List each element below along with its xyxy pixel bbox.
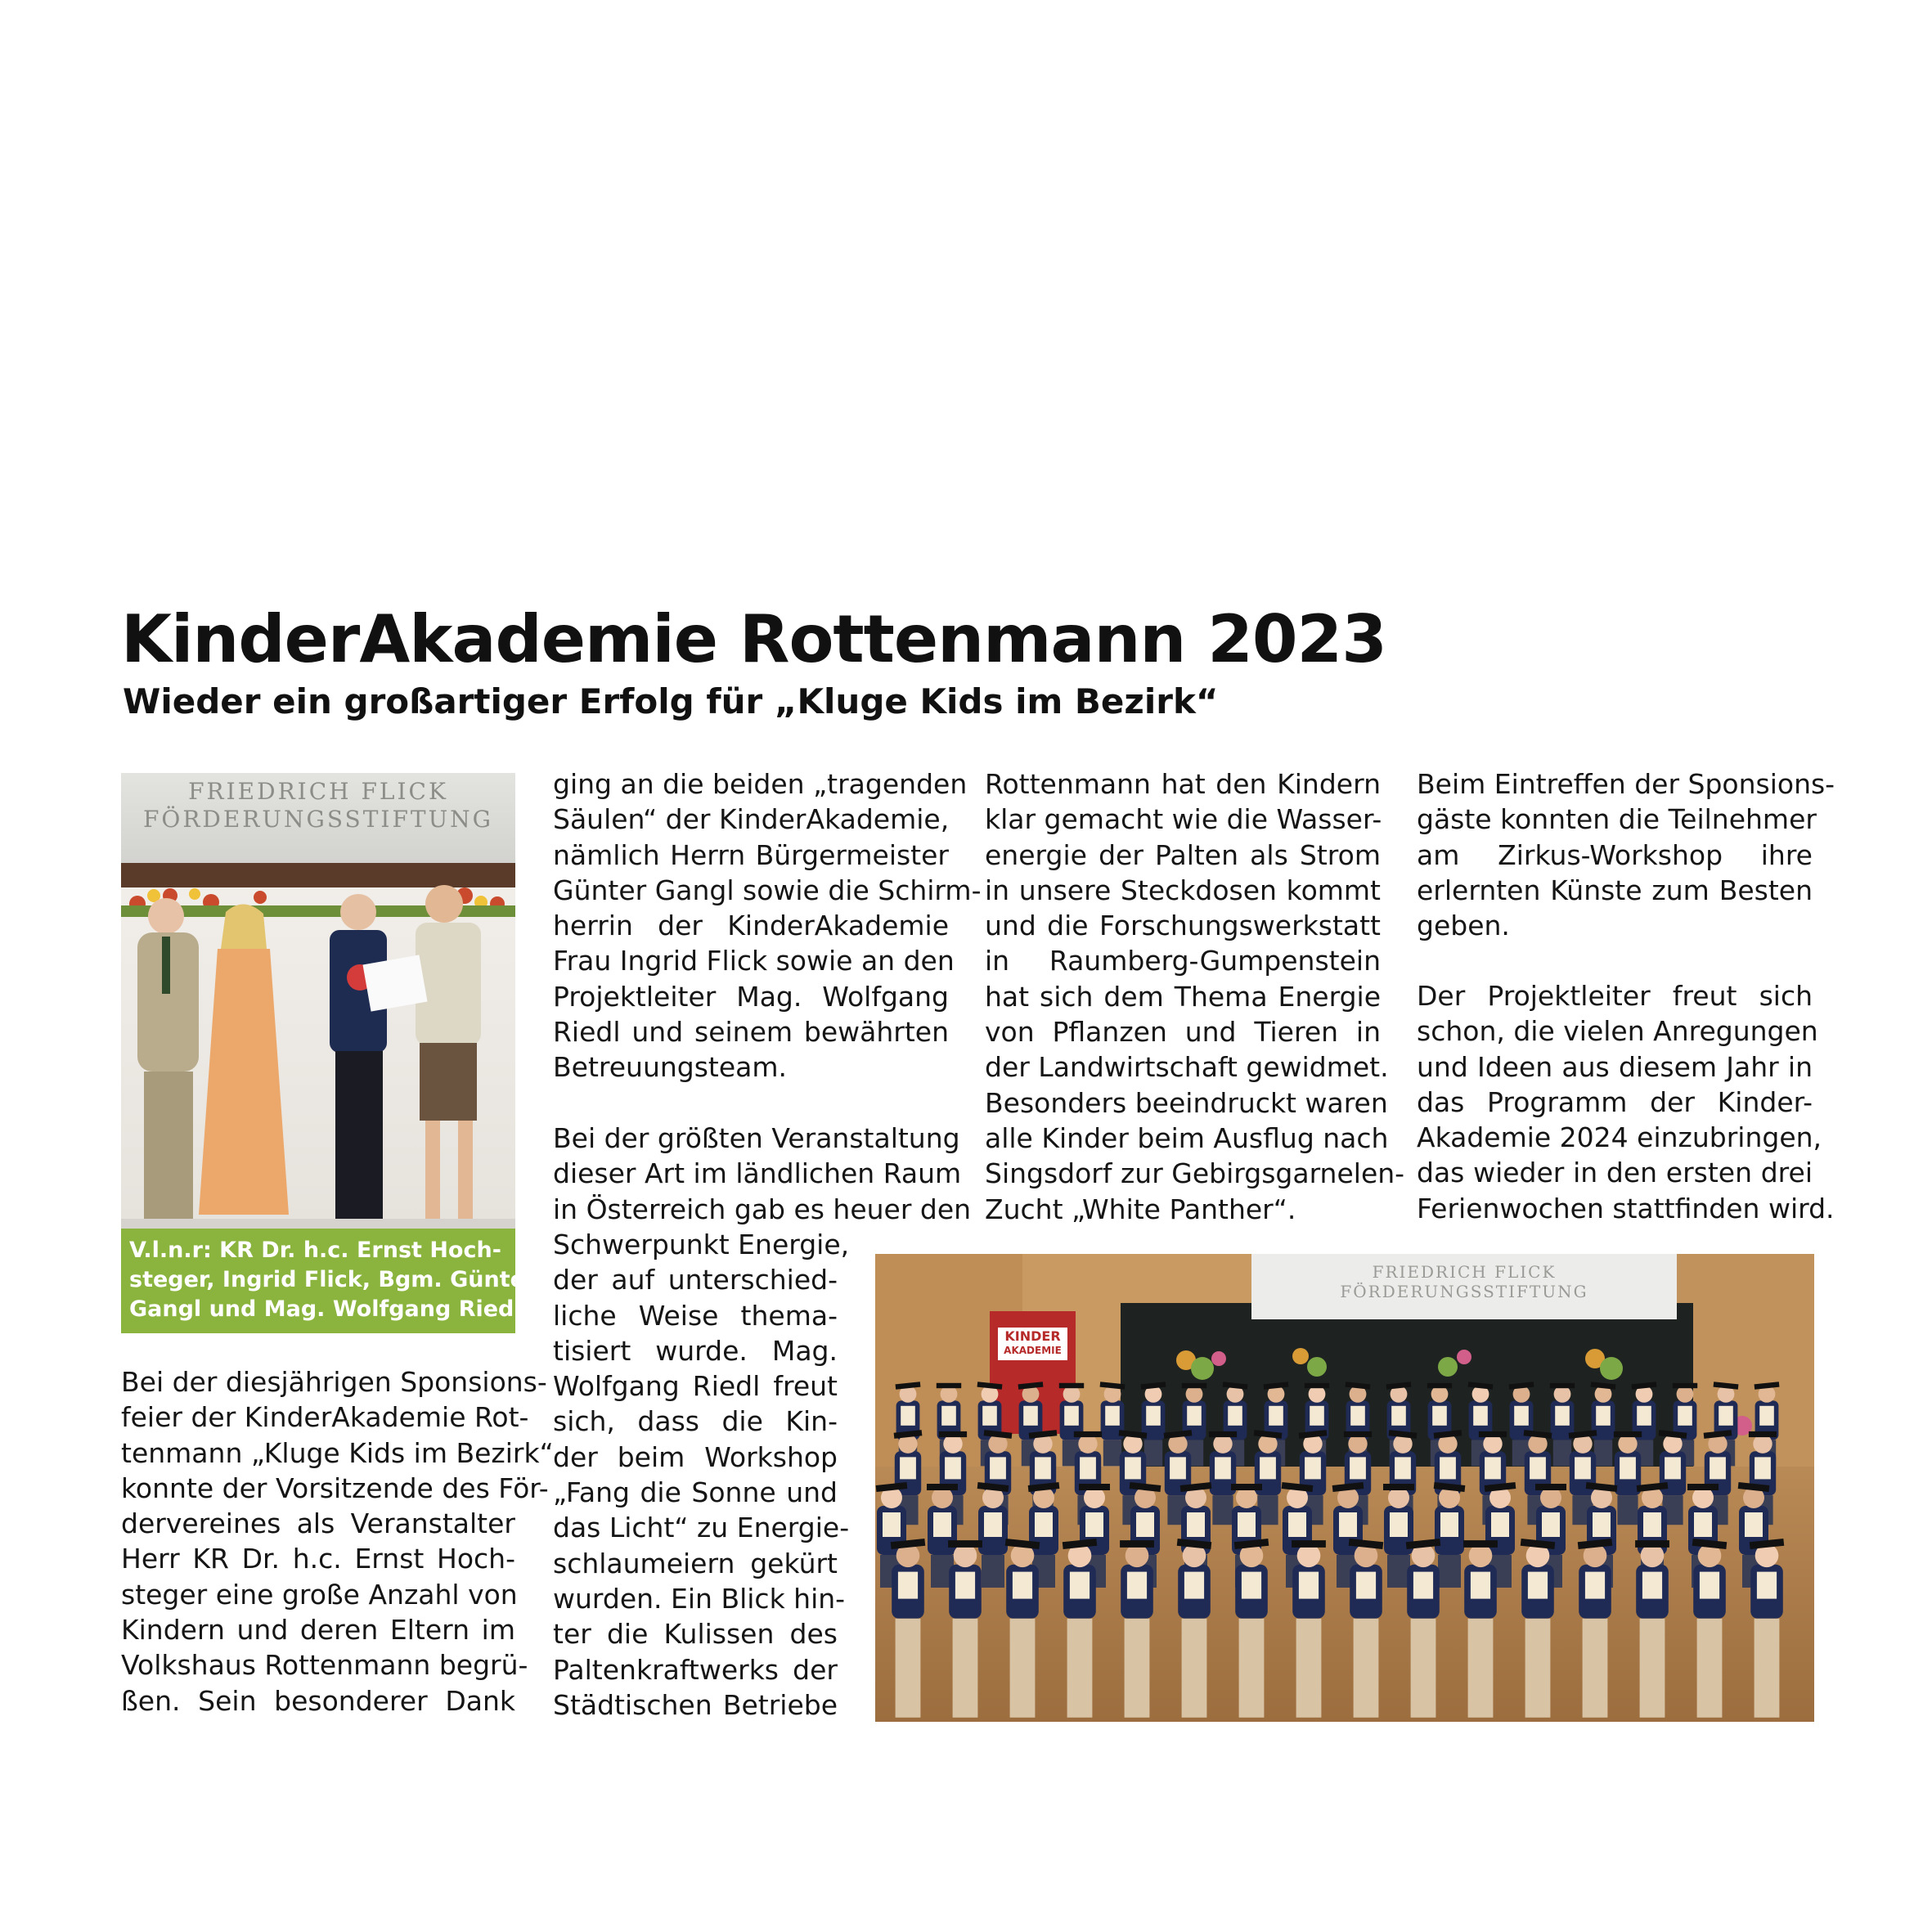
- text-line: Beim Eintreffen der Sponsions-: [1417, 768, 1835, 800]
- child-legs: [1103, 1440, 1121, 1466]
- certificate: [1440, 1512, 1458, 1537]
- certificate: [1350, 1457, 1366, 1479]
- certificate: [1238, 1512, 1256, 1537]
- text-line: Singsdorf zur Gebirgsgarnelen-: [985, 1157, 1405, 1190]
- text-line: Bei der größten Veranstaltung: [553, 1122, 960, 1154]
- certificate: [1642, 1572, 1662, 1599]
- group-banner-line-1: FRIEDRICH FLICK: [1372, 1262, 1557, 1282]
- child-legs: [1468, 1619, 1494, 1718]
- certificate: [1555, 1406, 1570, 1426]
- text-line: Ferienwochen stattfinden wird.: [1417, 1192, 1835, 1224]
- certificate: [1023, 1406, 1038, 1426]
- certificate: [1288, 1512, 1306, 1537]
- text-line: in Österreich gab es heuer den: [553, 1193, 972, 1225]
- graduation-cap: [1182, 1383, 1206, 1388]
- certificate: [1593, 1512, 1611, 1537]
- child-legs: [1354, 1619, 1379, 1718]
- certificate: [1391, 1406, 1406, 1426]
- child-legs: [1697, 1619, 1723, 1718]
- certificate: [1269, 1406, 1283, 1426]
- certificate: [1694, 1512, 1712, 1537]
- text-line: Bei der diesjährigen Sponsions-: [121, 1366, 547, 1398]
- rollup-banner-text: [998, 1329, 1067, 1357]
- certificate: [1471, 1572, 1490, 1599]
- text-line: energie der Palten als Strom: [985, 838, 1381, 871]
- child-legs: [1067, 1619, 1093, 1718]
- certificate: [1080, 1457, 1096, 1479]
- certificate: [1542, 1512, 1560, 1537]
- certificate: [1719, 1406, 1733, 1426]
- child-legs: [1296, 1619, 1322, 1718]
- column-4-part-1: [1417, 766, 1835, 943]
- column-1: [121, 1364, 554, 1719]
- certificate: [1530, 1457, 1546, 1479]
- certificate: [1310, 1406, 1324, 1426]
- text-line: wurden. Ein Blick hin-: [553, 1582, 846, 1615]
- certificate: [1035, 1457, 1051, 1479]
- certificate: [883, 1512, 901, 1537]
- certificate: [1260, 1457, 1276, 1479]
- graduation-cap: [1074, 1431, 1102, 1437]
- certificate: [1413, 1572, 1433, 1599]
- certificate: [1390, 1512, 1408, 1537]
- column-2-top: [553, 766, 982, 1085]
- child-legs: [982, 1555, 1004, 1588]
- text-line: Betreuungsteam.: [553, 1051, 788, 1084]
- graduation-cap: [937, 1383, 961, 1388]
- child-legs: [1553, 1440, 1571, 1466]
- text-line: herrin der KinderAkademie: [553, 910, 949, 942]
- child-legs: [1411, 1619, 1436, 1718]
- certificate: [901, 1406, 915, 1426]
- rollup-line-2: AKADEMIE: [1004, 1345, 1062, 1356]
- child-legs: [1212, 1495, 1233, 1525]
- text-line: Zucht „White Panther“.: [985, 1193, 1296, 1225]
- photo-group-graduates: [875, 1254, 1814, 1722]
- certificate: [1085, 1512, 1103, 1537]
- certificate: [945, 1457, 961, 1479]
- certificate: [1299, 1572, 1319, 1599]
- text-line: das Licht“ zu Energie-: [553, 1512, 850, 1544]
- text-line: Riedl und seinem bewährten: [553, 1016, 949, 1049]
- graduation-cap: [1673, 1383, 1697, 1388]
- certificate: [1170, 1457, 1186, 1479]
- graduation-cap: [948, 1540, 982, 1548]
- text-line: Projektleiter Mag. Wolfgang: [553, 980, 949, 1013]
- rollup-line-1: KINDER: [1004, 1328, 1061, 1344]
- graduation-cap: [1749, 1431, 1777, 1437]
- certificate: [1700, 1572, 1719, 1599]
- text-line: der beim Workshop: [553, 1440, 838, 1473]
- certificate: [1440, 1457, 1456, 1479]
- certificate: [1136, 1512, 1154, 1537]
- text-line: Günter Gangl sowie die Schirm-: [553, 874, 982, 906]
- certificate: [984, 1512, 1002, 1537]
- certificate: [1339, 1512, 1357, 1537]
- certificate: [955, 1572, 975, 1599]
- certificate: [1184, 1572, 1204, 1599]
- child-legs: [1239, 1619, 1265, 1718]
- graduation-cap: [1059, 1383, 1084, 1388]
- banner-line-1: FRIEDRICH FLICK: [188, 778, 448, 805]
- graduation-cap: [1687, 1484, 1719, 1490]
- text-line: Kindern und deren Eltern im: [121, 1614, 515, 1647]
- graduation-cap: [939, 1431, 967, 1437]
- child-legs: [1010, 1619, 1036, 1718]
- certificate: [1215, 1457, 1231, 1479]
- certificate: [1228, 1406, 1242, 1426]
- text-line: alle Kinder beim Ausflug nach: [985, 1121, 1389, 1154]
- certificate: [1125, 1457, 1141, 1479]
- graduation-cap: [1079, 1484, 1110, 1490]
- certificate: [1678, 1406, 1692, 1426]
- text-line: Akademie 2024 einzubringen,: [1417, 1121, 1822, 1154]
- text-line: der auf unterschied-: [553, 1264, 838, 1296]
- certificate: [1755, 1457, 1771, 1479]
- graduation-cap: [1383, 1484, 1414, 1490]
- graduation-cap: [1344, 1431, 1372, 1437]
- graduation-cap: [1305, 1383, 1329, 1388]
- column-3: [985, 766, 1405, 1227]
- graduation-cap: [1463, 1540, 1498, 1548]
- text-line: Volkshaus Rottenmann begrü-: [121, 1649, 528, 1682]
- text-line: Paltenkraftwerks der: [553, 1653, 838, 1686]
- graduation-cap: [1550, 1383, 1575, 1388]
- text-line: nämlich Herrn Bürgermeister: [553, 838, 949, 871]
- text-line: am Zirkus-Workshop ihre: [1417, 838, 1813, 871]
- child-legs: [1583, 1619, 1608, 1718]
- text-line: Wolfgang Riedl freut: [553, 1370, 838, 1403]
- certificate: [1473, 1406, 1488, 1426]
- certificate: [1643, 1512, 1661, 1537]
- certificate: [1305, 1457, 1321, 1479]
- certificate: [1187, 1406, 1202, 1426]
- certificate: [1242, 1572, 1261, 1599]
- text-line: Besonders beeindruckt waren: [985, 1086, 1388, 1119]
- text-line: Städtischen Betriebe: [553, 1688, 838, 1721]
- text-line: Rottenmann hat den Kindern: [985, 768, 1381, 800]
- photo-award-presenters: [121, 773, 515, 1229]
- text-line: hat sich dem Thema Energie: [985, 980, 1381, 1013]
- certificate: [1105, 1406, 1120, 1426]
- child-legs: [896, 1619, 921, 1718]
- banner-text-left: [121, 778, 515, 833]
- certificate: [1070, 1572, 1090, 1599]
- photo-group-graduates-image: [875, 1254, 1814, 1722]
- text-line: tisiert wurde. Mag.: [553, 1334, 838, 1367]
- certificate: [1596, 1406, 1611, 1426]
- certificate: [1710, 1457, 1726, 1479]
- graduation-cap: [1427, 1383, 1452, 1388]
- caption-line: Gangl und Mag. Wolfgang Riedl: [129, 1296, 522, 1322]
- certificate: [982, 1406, 997, 1426]
- text-line: ter die Kulissen des: [553, 1618, 838, 1651]
- certificate: [1485, 1457, 1501, 1479]
- caption-line: steger, Ingrid Flick, Bgm. Günter: [129, 1267, 537, 1292]
- text-line: in Raumberg-Gumpenstein: [985, 945, 1381, 977]
- certificate: [898, 1572, 918, 1599]
- certificate: [1575, 1457, 1591, 1479]
- certificate: [1757, 1572, 1777, 1599]
- graduation-cap: [1292, 1540, 1326, 1548]
- text-line: ßen. Sein besonderer Dank: [121, 1684, 515, 1717]
- certificate: [1759, 1406, 1774, 1426]
- article-title: KinderAkademie Rottenmann 2023: [121, 601, 1386, 677]
- child-legs: [1755, 1619, 1780, 1718]
- text-line: klar gemacht wie die Wasser-: [985, 803, 1382, 836]
- text-line: in unsere Steckdosen kommt: [985, 874, 1381, 906]
- text-line: konnte der Vorsitzende des För-: [121, 1471, 549, 1504]
- text-line: „Fang die Sonne und: [553, 1476, 838, 1509]
- certificate: [1127, 1572, 1147, 1599]
- text-line: schlaumeiern gekürt: [553, 1547, 838, 1579]
- text-line: sich, dass die Kin-: [553, 1405, 838, 1438]
- text-line: gäste konnten die Teilnehmer: [1417, 803, 1817, 836]
- certificate: [941, 1406, 956, 1426]
- certificate: [900, 1457, 916, 1479]
- text-line: und die Forschungswerkstatt: [985, 910, 1381, 942]
- text-line: von Pflanzen und Tieren in: [985, 1016, 1381, 1049]
- child-legs: [1594, 1440, 1612, 1466]
- certificate: [1395, 1457, 1411, 1479]
- text-line: ging an die beiden „tragenden: [553, 768, 968, 800]
- graduation-cap: [1614, 1431, 1642, 1437]
- text-line: schon, die vielen Anregungen: [1417, 1015, 1818, 1048]
- certificate: [1013, 1572, 1032, 1599]
- certificate: [1187, 1512, 1205, 1537]
- text-line: steger eine große Anzahl von: [121, 1578, 518, 1611]
- text-line: Der Projektleiter freut sich: [1417, 980, 1813, 1012]
- certificate: [990, 1457, 1006, 1479]
- certificate: [1585, 1572, 1605, 1599]
- text-line: Herr KR Dr. h.c. Ernst Hoch-: [121, 1543, 515, 1575]
- graduation-cap: [1635, 1540, 1669, 1548]
- text-line: dieser Art im ländlichen Raum: [553, 1157, 962, 1190]
- group-banner-text: [1251, 1262, 1677, 1301]
- child-legs: [1182, 1619, 1207, 1718]
- caption-line: V.l.n.r: KR Dr. h.c. Ernst Hoch-: [129, 1238, 501, 1263]
- photo-award-presenters-image: [121, 773, 515, 1229]
- certificate: [1064, 1406, 1079, 1426]
- child-legs: [1525, 1619, 1551, 1718]
- certificate: [1350, 1406, 1365, 1426]
- child-legs: [1125, 1619, 1150, 1718]
- text-line: das Programm der Kinder-: [1417, 1085, 1813, 1118]
- article-subtitle: Wieder ein großartiger Erfolg für „Kluge Kids im Bezirk“: [123, 681, 1219, 721]
- text-line: Säulen“ der KinderAkademie,: [553, 803, 950, 836]
- graduation-cap: [1231, 1484, 1262, 1490]
- graduation-cap: [1209, 1431, 1237, 1437]
- text-line: tenmann „Kluge Kids im Bezirk“: [121, 1436, 554, 1469]
- child-legs: [1438, 1555, 1461, 1588]
- child-legs: [1617, 1495, 1638, 1525]
- text-line: erlernten Künste zum Besten: [1417, 874, 1813, 906]
- graduation-cap: [1120, 1540, 1154, 1548]
- text-line: Frau Ingrid Flick sowie an den: [553, 945, 955, 977]
- text-line: liche Weise thema-: [553, 1299, 838, 1332]
- certificate: [1035, 1512, 1053, 1537]
- text-line: der Landwirtschaft gewidmet.: [985, 1051, 1389, 1084]
- certificate: [1528, 1572, 1548, 1599]
- certificate: [1491, 1512, 1509, 1537]
- graduation-cap: [1535, 1484, 1566, 1490]
- text-line: geben.: [1417, 910, 1510, 942]
- text-line: das wieder in den ersten drei: [1417, 1157, 1813, 1189]
- child-legs: [1144, 1440, 1162, 1466]
- certificate: [933, 1512, 951, 1537]
- certificate: [1514, 1406, 1529, 1426]
- column-4-part-2: [1417, 978, 1835, 1226]
- certificate: [1356, 1572, 1376, 1599]
- text-line: dervereines als Veranstalter: [121, 1507, 515, 1540]
- group-banner-line-2: FÖRDERUNGSSTIFTUNG: [1340, 1282, 1588, 1301]
- column-2-narrow: [553, 1227, 850, 1723]
- certificate: [1637, 1406, 1651, 1426]
- certificate: [1745, 1512, 1763, 1537]
- child-legs: [1387, 1555, 1410, 1588]
- certificate: [1665, 1457, 1681, 1479]
- certificate: [1146, 1406, 1161, 1426]
- child-legs: [953, 1619, 978, 1718]
- text-line: und Ideen aus diesem Jahr in: [1417, 1050, 1813, 1083]
- graduation-cap: [1479, 1431, 1507, 1437]
- graduation-cap: [927, 1484, 958, 1490]
- certificate: [1432, 1406, 1447, 1426]
- column-2-middle: [553, 1121, 972, 1227]
- child-legs: [1640, 1619, 1665, 1718]
- banner-line-2: FÖRDERUNGSSTIFTUNG: [142, 806, 494, 833]
- text-line: feier der KinderAkademie Rot-: [121, 1401, 529, 1434]
- photo-caption: [121, 1229, 537, 1333]
- text-line: Schwerpunkt Energie,: [553, 1229, 850, 1260]
- certificate: [1620, 1457, 1636, 1479]
